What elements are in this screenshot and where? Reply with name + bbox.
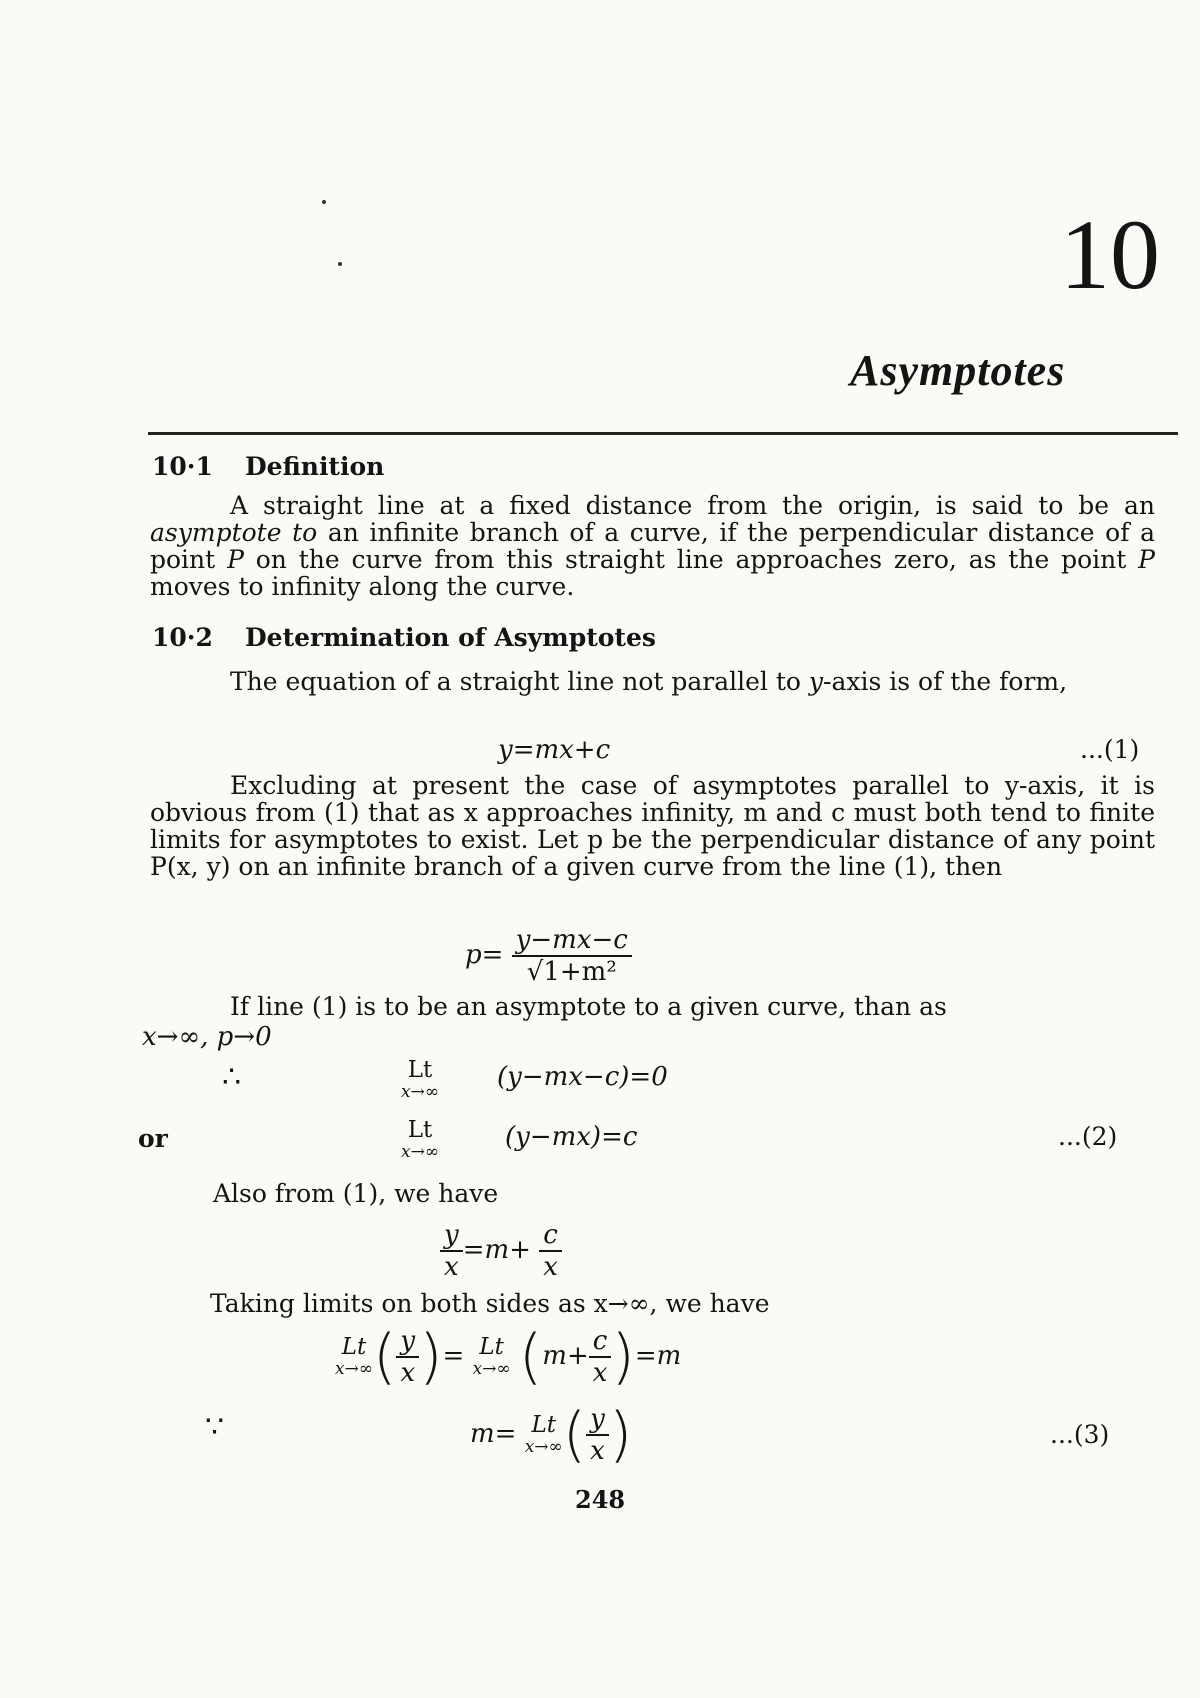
- intro-paragraph: [150, 668, 1155, 695]
- limit-operator: [385, 1058, 455, 1102]
- paren: (: [518, 1322, 543, 1392]
- fraction-c-x: $\frac{c}{x}$: [539, 1220, 562, 1282]
- text-run: The equation of a straight line not parallel to: [230, 667, 809, 696]
- paren: ): [419, 1322, 443, 1392]
- lt-subscript: x→∞: [401, 1142, 439, 1163]
- p-lhs: p=: [465, 940, 504, 970]
- paren: ): [608, 1400, 633, 1470]
- symbol-P: P: [1138, 545, 1155, 574]
- section-number: 10·1: [152, 452, 213, 481]
- limit-expression-1: (y−mx−c)=0: [497, 1062, 668, 1092]
- lt-label: Lt: [407, 1117, 433, 1143]
- also-paragraph: Also from (1), we have: [213, 1179, 499, 1208]
- fraction-y-x: $\frac{y}{x}$: [586, 1404, 609, 1466]
- chapter-number: 10: [1060, 199, 1160, 310]
- speck: [322, 200, 326, 204]
- equals: =: [442, 1341, 465, 1371]
- lt-label: Lt: [407, 1057, 433, 1083]
- text-run: m+: [542, 1341, 589, 1371]
- limit-operator: Lt x→∞: [335, 1334, 373, 1380]
- ratio-equation: [440, 1220, 562, 1282]
- taking-limits-paragraph: Taking limits on both sides as x→∞, we have: [210, 1289, 770, 1318]
- heading-rule: [148, 432, 1178, 435]
- paren: (: [373, 1322, 397, 1392]
- limit-expression-2: (y−mx)=c: [505, 1122, 638, 1152]
- term-asymptote: asymptote to: [150, 518, 318, 547]
- because-symbol: ∵: [205, 1410, 225, 1445]
- section-number: 10·2: [152, 623, 213, 652]
- asymptote-condition: [150, 993, 1155, 1020]
- limit-operator: Lt x→∞: [524, 1412, 563, 1458]
- text-run: =m+: [462, 1235, 531, 1265]
- equation-number-1: ...(1): [1080, 735, 1140, 764]
- text-run: m=: [470, 1419, 517, 1449]
- text-run: -axis is of the form,: [823, 667, 1068, 696]
- equation-number-2: ...(2): [1058, 1122, 1118, 1151]
- paren: ): [611, 1322, 635, 1392]
- text-run: A straight line at a fixed distance from the origin, is said to be an: [230, 491, 1155, 520]
- limit-condition: x→∞, p→0: [142, 1022, 272, 1052]
- section-title: Determination of Asymptotes: [245, 623, 656, 652]
- equation-number-3: ...(3): [1050, 1420, 1110, 1449]
- p-numerator: y−mx−c: [512, 925, 632, 957]
- fraction-c-x: $\frac{c}{x}$: [589, 1326, 612, 1388]
- text-run: =m: [634, 1341, 682, 1371]
- text-run: moves to infinity along the curve.: [150, 572, 575, 601]
- definition-paragraph: [150, 492, 1155, 600]
- text-run: on the curve from this straight line approaches zero, as the point: [243, 545, 1139, 574]
- m-equation: [470, 1400, 632, 1470]
- p-formula: [465, 925, 632, 987]
- fraction-y-x: $\frac{y}{x}$: [396, 1326, 419, 1388]
- p-fraction: [512, 925, 632, 987]
- page-number: 248: [575, 1485, 626, 1514]
- limit-operator: [385, 1118, 455, 1162]
- p-denominator: √1+m²: [526, 957, 617, 987]
- limit-operator: Lt x→∞: [472, 1334, 511, 1380]
- speck: [338, 262, 342, 266]
- lt-subscript: x→∞: [401, 1082, 439, 1103]
- limit-equation: [335, 1322, 681, 1392]
- equation-1: y=mx+c: [498, 735, 611, 765]
- or-label: or: [138, 1124, 168, 1153]
- therefore-symbol: ∴: [222, 1060, 242, 1095]
- text-run: If line (1) is to be an asymptote to a given curve, than as: [230, 992, 947, 1021]
- text-run: an infinite branch of a curve, if the perpendicular distance of a point: [150, 518, 1155, 574]
- symbol-y: y: [808, 667, 824, 696]
- fraction-y-x: $\frac{y}{x}$: [440, 1220, 463, 1282]
- section-title: Definition: [245, 452, 385, 481]
- symbol-P: P: [227, 545, 244, 574]
- excluding-paragraph: Excluding at present the case of asymptotes parallel to y-axis, it is obvious from (1) that as x approaches infinity, m and c must both tend to finite limits for asymptotes to exist. Let p be the perpendicular distance of any point P(x, y) on an infinite branch of a given curve from the line (1), then: [150, 771, 1155, 881]
- chapter-title: Asymptotes: [850, 346, 1066, 395]
- paren: (: [562, 1400, 587, 1470]
